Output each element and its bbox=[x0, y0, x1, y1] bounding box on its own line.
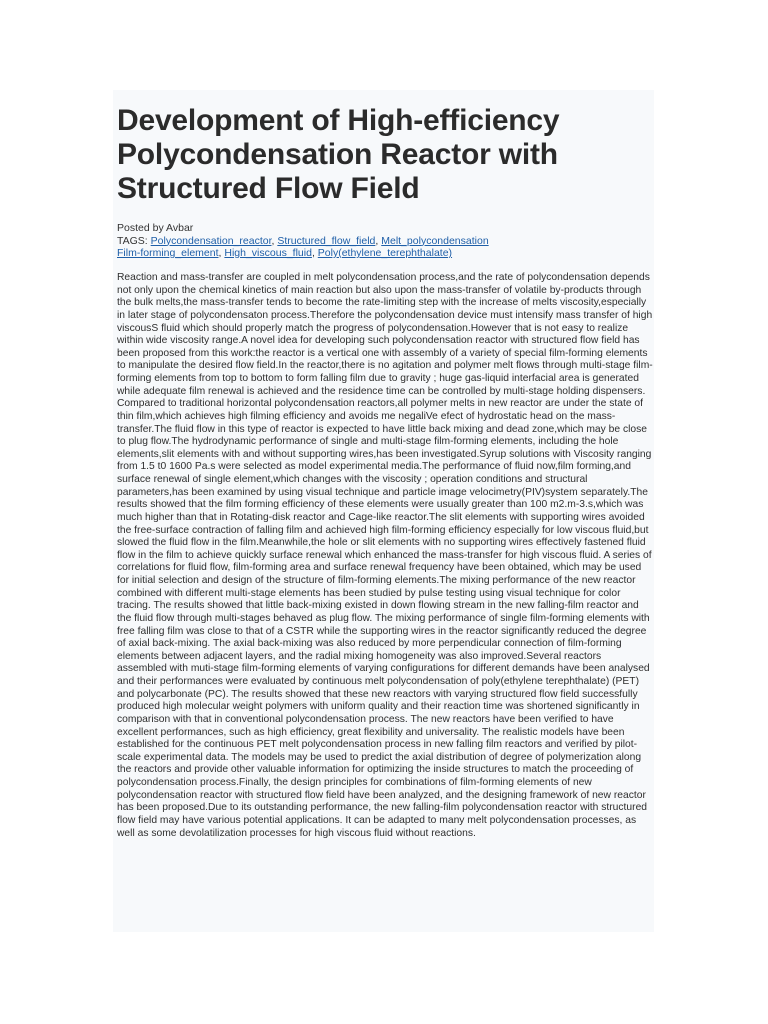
tag-link[interactable]: Film-forming_element bbox=[117, 247, 219, 259]
tag-separator: , bbox=[311, 247, 315, 259]
document-page bbox=[113, 90, 654, 932]
tag-separator: , bbox=[271, 234, 275, 247]
tags-label: TAGS: bbox=[117, 234, 148, 247]
article-title: Development of High-efficiency Polycondensation Reactor with Structured Flow Field bbox=[117, 104, 560, 205]
tag-link[interactable]: Structured_flow_field bbox=[277, 234, 376, 247]
posted-by: Posted by Avbar bbox=[117, 222, 194, 234]
tags-line bbox=[117, 235, 651, 248]
tag-link[interactable]: Poly(ethylene_terephthalate) bbox=[317, 247, 453, 259]
tag-separator: , bbox=[375, 234, 379, 247]
tags-line bbox=[117, 247, 651, 260]
tag-separator: , bbox=[218, 247, 222, 259]
tag-link[interactable]: Polycondensation_reactor bbox=[150, 234, 272, 247]
tag-link[interactable]: Melt_polycondensation bbox=[381, 234, 489, 247]
article-meta bbox=[117, 222, 651, 260]
article-body: Reaction and mass-transfer are coupled in melt polycondensation process,and the rate of polycondensation depends not only upon the chemical kinetics of main reaction but also upon the mass-transfer of volatile by-products through the bulk melts,the mass-transfer tends to become the rate-limiting step with the increase of melts viscosity,especially in later stage of polycondensaton process.Therefore the polycondensation device must intensify mass transfer of high viscousS fluid which should properly match the progress of polycondensation.However that is not easy to realize within wide viscosity range.A novel idea for developing such polycondensation reactor with structured flow field has been proposed from this work:the reactor is a vertical one with assembly of a variety of special film-forming elements to manipulate the desired flow field.In the reactor,there is no agitation and polymer melt flows through multi-stage film-forming elements from top to bottom to form falling film due to gravity ; huge gas-liquid interfacial area is generated while adequate film renewal is achieved and the residence time can be controlled by multi-stage holding dispensers. Compared to traditional horizontal polycondensation reactors,all polymer melts in new reactor are under the state of thin film,which achieves high filming efficiency and avoids me negaliVe efect of hydrostatic head on the mass-transfer.The fluid flow in this type of reactor is expected to have little back mixing and dead zone,which may be close to plug flow.The hydrodynamic performance of single and multi-stage film-forming elements, including the hole elements,slit elements with and without supporting wires,has been investigated.Syrup solutions with Viscosity ranging from 1.5 t0 1600 Pa.s were selected as model experimental media.The performance of fluid now,film forming,and surface renewal of single element,which changes with the viscosity ; operation conditions and structural parameters,has been examined by using visual technique and particle image velocimetry(PIV)system separately.The results showed that the film forming efficiency of these elements were usually greater than 100 m2.m-3.s,which was much higher than that in Rotating-disk reactor and Cage-like reactor.The slit elements with supporting wires avoided the free-surface contraction of falling film and achieved high film-forming efficiency especially for low viscous fluid,but slowed the fluid flow in the film.Meanwhile,the hole or slit elements with no supporting wires effectively fastened fluid flow in the film to achieve quickly surface renewal which enhanced the mass-transfer for high viscous fluid. A series of correlations for fluid flow, film-forming area and surface renewal frequency have been obtained, which may be used for initial selection and design of the structure of film-forming elements.The mixing performance of the new reactor combined with different multi-stage elements has been studied by pulse testing using visual technique for color tracing. The results showed that little back-mixing existed in down flowing stream in the new falling-film reactor and the fluid flow through multi-stages behaved as plug flow. The mixing performance of single film-forming elements with free falling film was close to that of a CSTR while the supporting wires in the reactor significantly reduced the degree of axial back-mixing. The axial back-mixing was also reduced by more perpendicular connection of film-forming elements between adjacent layers, and the radial mixing homogeneity was also improved.Several reactors assembled with muti-stage film-forming elements of varying configurations for different demands have been analysed and their performances were evaluated by continuous melt polycondensation of poly(ethylene terephthalate) (PET) and polycarbonate (PC). The results showed that these new reactors with varying structured flow field successfully produced high molecular weight polymers with uniform quality and their reaction time was shortened significantly in comparison with that in conventional polycondensation process. The new reactors have been verified to have excellent performances, such as high efficiency, great flexibility and universality. The realistic models have been established for the continuous PET melt polycondensation process in new falling film reactors and verified by pilot-scale experimental data. The models may be used to predict the axial distribution of degree of polymerization along the reactors and provide other valuable information for optimizing the inside structures to match the proceeding of polycondensation process.Finally, the design principles for combinations of film-forming elements of new polycondensation reactor with structured flow field have been analyzed, and the designing framework of new reactor has been proposed.Due to its outstanding performance, the new falling-film polycondensation reactor with structured flow field may have various potential applications. It can be adapted to many melt polycondensation processes, as well as some devolatilization processes for high viscous fluid without reactions. bbox=[117, 272, 653, 839]
tag-link[interactable]: High_viscous_fluid bbox=[224, 247, 312, 259]
